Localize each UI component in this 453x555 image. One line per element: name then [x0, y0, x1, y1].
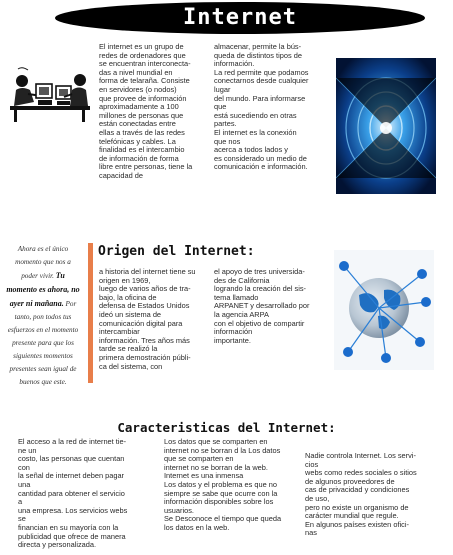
- quote-rest: Por tanto, pon todos tus esfuerzos en el momento presente para que los siguientes momentos presentes sean igual de buenos que este.: [7, 300, 79, 386]
- quote-emphasis: Tu momento es ahora, no ayer ni mañana.: [6, 271, 80, 308]
- section1-column-1: El internet es un grupo de redes de ordenadores que se encuentran interconecta- das a nivel mundial en forma de telaraña. Consiste en servidores (o nodos) que provee de información aproximadamente a 100 millones de personas que están conectadas entre ellas a través de las redes telefónicas y cables. La finalidad es el intercambio de información de forma libre entre personas, tiene la capacidad de: [99, 42, 193, 180]
- section3-column-2: Los datos que se comparten en internet no se borran d la Los datos que se comparten en internet no se borran de la web. Internet es una inmensa Los datos y el problema es que no siempre se sabe que ocurre con la información disponibles sobre los usuarios. Se Desconoce el tiempo que queda los datos en la web.: [164, 437, 282, 532]
- page-title: Internet: [183, 5, 297, 30]
- section2-column-2: el apoyo de tres universida- des de California logrando la creación del sis- tema llamado ARPANET y desarrollado por la agencia ARPA con el objetivo de compartir información importante.: [214, 267, 310, 345]
- section2-heading: Origen del Internet:: [98, 244, 255, 259]
- section1-column-2: almacenar, permite la bús- queda de distintos tipos de información. La red permite que podamos conectarnos desde cualquier lugar del mundo. Para informarse que está sucediendo en otras partes. El internet es la conexión que nos acerca a todos lados y es considerado un medio de comunicación e información.: [214, 42, 309, 172]
- accent-bar: [88, 243, 93, 383]
- section3-heading: Caracteristicas del Internet:: [117, 420, 336, 435]
- section3-column-1: El acceso a la red de internet tie- ne un costo, las personas que cuentan con la señal de internet deben pagar una cantidad para obtener el servicio a una empresa. Los servicios webs se financian en su mayoría con la publicidad que ofrece de manera directa y personalizada.: [18, 437, 128, 550]
- blue-digital-tunnel-photo: [336, 58, 436, 194]
- people-at-computers-illustration: [8, 66, 92, 124]
- globe-network-photo: [334, 250, 434, 370]
- quote-intro: Ahora es el único momento que nos a poder vivir.: [15, 245, 71, 280]
- section3-column-3: Nadie controla Internet. Los servi- cios webs como redes sociales o sitios de algunos proveedores de cas de privacidad y condiciones de uso, pero no existe un organismo de carácter mundial que regule. En algunos países existen ofici- nas: [305, 451, 417, 538]
- pull-quote: [6, 243, 80, 389]
- section2-column-1: a historia del internet tiene su origen en 1969, luego de varios años de tra- bajo, la oficina de defensa de Estados Unidos ideó un sistema de comunicación digital para intercambiar información. Tres años más tarde se realizó la primera demostración públi- ca del sistema, con: [99, 267, 196, 371]
